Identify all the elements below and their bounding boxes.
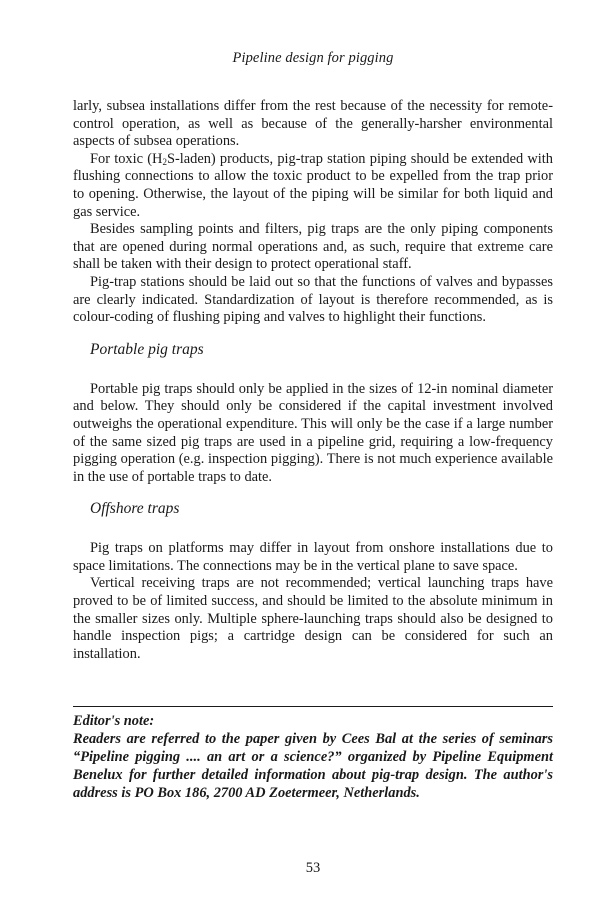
paragraph-portable-1: Portable pig traps should only be applied in the sizes of 12-in nominal diameter and below. They should only be considered if the capital investment involved outweighs the operational expenditure. This will only be the case if a large number of the same sized pig traps are used in a pipeline grid, requiring a low-frequency pigging operation (e.g. inspection pigging). There is not much experience available in the use of portable traps to date. — [73, 380, 553, 485]
paragraph-offshore-1: Pig traps on platforms may differ in layout from onshore installations due to space limitations. The connections may be in the vertical plane to save space. — [73, 540, 553, 574]
paragraph-intro-2-before: For toxic (H — [90, 150, 163, 167]
section-heading-offshore: Offshore traps — [90, 500, 180, 518]
body-text — [73, 98, 553, 663]
running-head: Pipeline design for pigging — [232, 50, 394, 66]
paragraph-offshore-2: Vertical receiving traps are not recommended; vertical launching traps have proved to be of limited success, and should be limited to the absolute minimum in the smaller sizes only. Multiple sphere-launching traps should also be designed to handle inspection pigs; a cartridge design can be considered for such an installation. — [73, 575, 553, 662]
subscript-2: 2 — [162, 156, 167, 167]
section-heading-portable: Portable pig traps — [90, 340, 204, 358]
divider-rule — [73, 706, 553, 707]
paragraph-intro-2-after: S-laden) products, pig-trap station piping should be extended with flushing connections to allow the toxic product to be expelled from the trap prior to opening. Otherwise, the layout of the piping will be similar for both liquid and gas service. — [73, 150, 553, 220]
editor-note — [73, 712, 553, 802]
editor-note-text: Readers are referred to the paper given by Cees Bal at the series of seminars “Pipeline pigging .... an art or a science?” organized by Pipeline Equipment Benelux for further detailed information about pig-trap design. The author's address is PO Box 186, 2700 AD Zoetermeer, Netherlands. — [73, 731, 553, 801]
paragraph-intro-2 — [73, 151, 553, 221]
editor-note-label: Editor's note: — [73, 713, 155, 729]
page-number: 53 — [305, 860, 321, 876]
paragraph-intro-4: Pig-trap stations should be laid out so that the functions of valves and bypasses are clearly indicated. Standardization of layout is therefore recommended, as is colour-coding of flushing piping and valves to highlight their functions. — [73, 273, 553, 326]
paragraph-intro-1: larly, subsea installations differ from the rest because of the necessity for remote-control operation, as well as because of the generally-harsher environmental aspects of subsea operations. — [73, 98, 553, 150]
paragraph-intro-3: Besides sampling points and filters, pig traps are the only piping components that are opened during normal operations and, as such, require that extreme care shall be taken with their design to protect operational staff. — [73, 221, 553, 273]
